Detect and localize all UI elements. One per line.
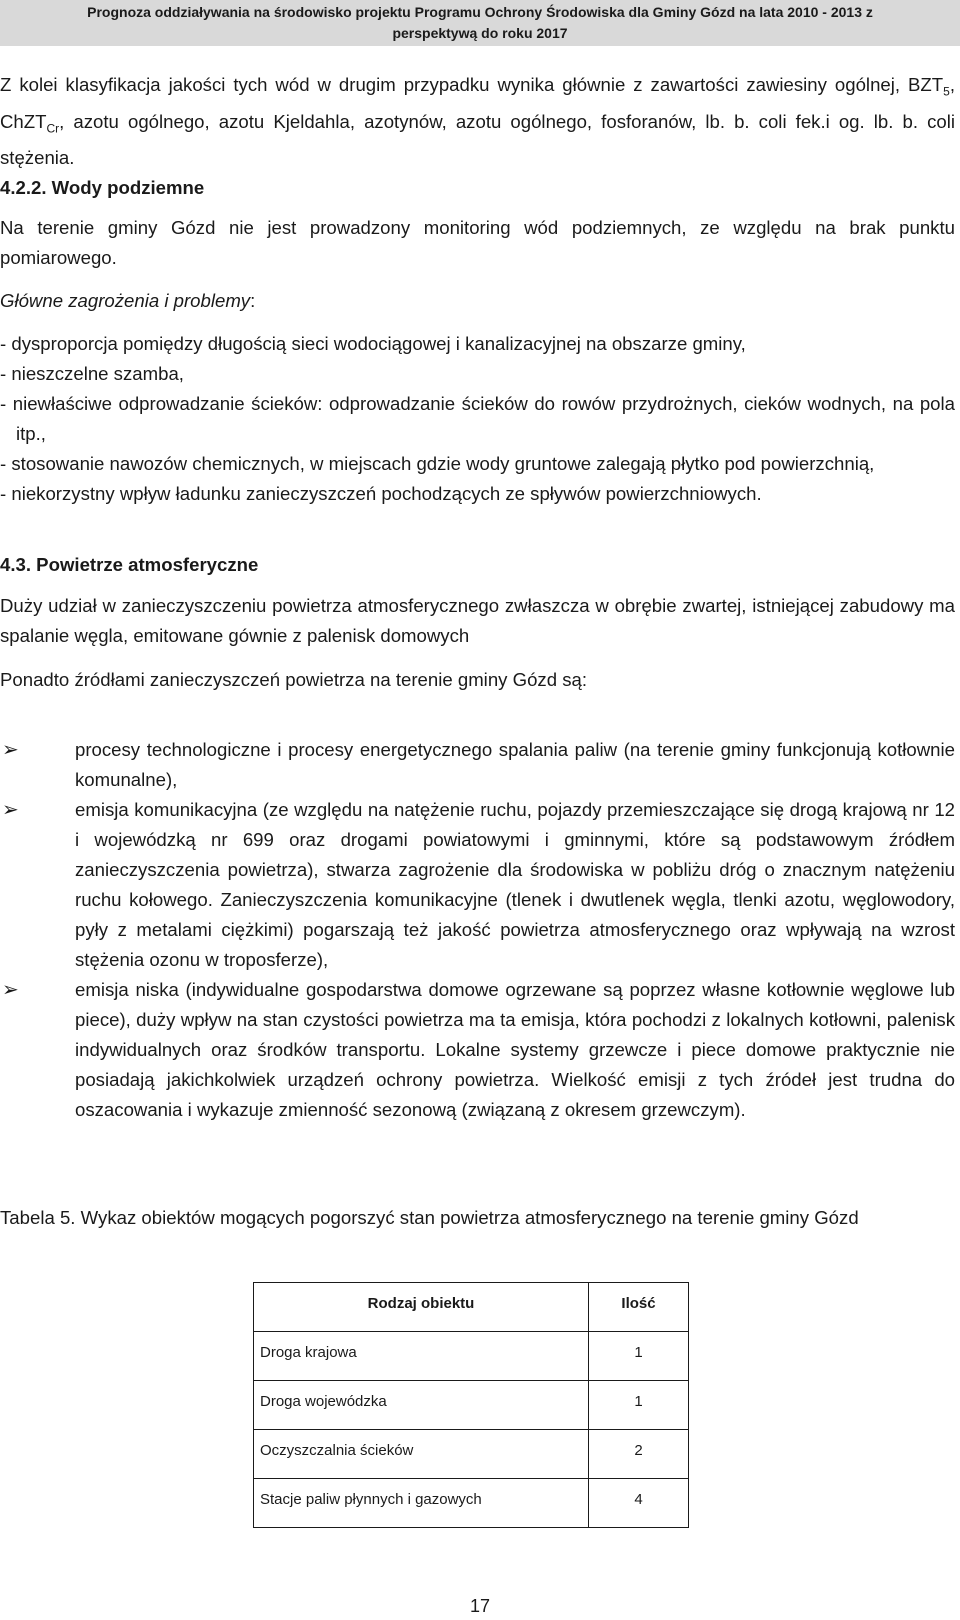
arrow-bullet-icon: ➢ <box>2 979 19 1001</box>
colon: : <box>250 290 256 311</box>
threat-item: - stosowanie nawozów chemicznych, w miejscach gdzie wody gruntowe zalegają płytko pod powierzchnią, <box>0 453 875 474</box>
text-span: , ChZT <box>0 74 955 132</box>
table-row <box>254 1479 689 1528</box>
source-item <box>0 795 955 975</box>
sources-list <box>0 735 955 1125</box>
threats-list <box>0 329 955 509</box>
text-span: , azotu ogólnego, azotu Kjeldahla, azotynów, azotu ogólnego, fosforanów, lb. b. coli fek.i og. lb. b. coli stężenia. <box>0 110 955 169</box>
column-header-count: Ilość <box>589 1283 689 1332</box>
cell-count: 1 <box>589 1332 689 1381</box>
threat-item: - nieszczelne szamba, <box>0 363 184 384</box>
cell-count: 4 <box>589 1479 689 1528</box>
paragraph-groundwater: Na terenie gminy Gózd nie jest prowadzony monitoring wód podziemnych, ze względu na brak punktu pomiarowego. <box>0 217 955 268</box>
source-item <box>0 735 955 795</box>
text-span: Z kolei klasyfikacja jakości tych wód w drugim przypadku wynika głównie z zawartości zawiesiny ogólnej, BZT <box>0 74 944 95</box>
subscript: 5 <box>943 84 950 99</box>
page-number: 17 <box>469 1596 491 1616</box>
paragraph-water-quality <box>0 70 955 173</box>
arrow-bullet-icon: ➢ <box>2 739 19 761</box>
arrow-bullet-icon: ➢ <box>2 799 19 821</box>
threats-title: Główne zagrożenia i problemy <box>0 290 251 311</box>
threat-item: - niekorzystny wpływ ładunku zanieczyszczeń pochodzących ze spływów powierzchniowych. <box>0 483 762 504</box>
heading-air: 4.3. Powietrze atmosferyczne <box>0 554 259 575</box>
paragraph-air: Duży udział w zanieczyszczeniu powietrza atmosferycznego zwłaszcza w obrębie zwartej, istniejącej zabudowy ma spalanie węgla, emitowane gównie z palenisk domowych <box>0 595 955 646</box>
cell-type: Droga wojewódzka <box>254 1381 589 1430</box>
source-text: emisja komunikacyjna (ze względu na natężenie ruchu, pojazdy przemieszczające się drogą krajową nr 12 i wojewódzką nr 699 oraz drogami powiatowymi i gminnymi, które są podstawowym źródłem zanieczyszczenia powietrza), stwarza zagrożenie dla środowiska w pobliżu dróg o znacznym natężeniu ruchu kołowego. Zanieczyszczenia komunikacyjne (tlenek i dwutlenek węgla, tlenki azotu, węglowodory, pyły z metalami ciężkimi) pogarszają też jakość powietrza atmosferycznego oraz wpływają na wzrost stężenia ozonu w troposferze), <box>75 799 955 970</box>
table-row <box>254 1381 689 1430</box>
column-header-type: Rodzaj obiektu <box>254 1283 589 1332</box>
page-header <box>0 0 960 46</box>
cell-type: Stacje paliw płynnych i gazowych <box>254 1479 589 1528</box>
cell-count: 1 <box>589 1381 689 1430</box>
subscript: Cr <box>46 121 60 136</box>
cell-count: 2 <box>589 1430 689 1479</box>
header-line-1: Prognoza oddziaływania na środowisko projektu Programu Ochrony Środowiska dla Gminy Gózd na lata 2010 - 2013 z <box>87 4 873 20</box>
table-header-row <box>254 1283 689 1332</box>
header-line-2: perspektywą do roku 2017 <box>392 25 568 41</box>
cell-type: Droga krajowa <box>254 1332 589 1381</box>
source-text: procesy technologiczne i procesy energetycznego spalania paliw (na terenie gminy funkcjonują kotłownie komunalne), <box>75 739 955 790</box>
threats-heading <box>0 286 255 316</box>
source-text: emisja niska (indywidualne gospodarstwa domowe ogrzewane są poprzez własne kotłownie węglowe lub piece), duży wpływ na stan czystości powietrza ma ta emisja, która pochodzi z lokalnych kotłowni, palenisk indywidualnych oraz środków transportu. Lokalne systemy grzewcze i piece domowe praktycznie nie posiadają jakichkolwiek urządzeń ochrony powietrza. Wielkość emisji z tych źródeł jest trudna do oszacowania i wykazuje zmienność sezonową (związaną z okresem grzewczym). <box>75 979 955 1120</box>
objects-table <box>253 1282 689 1528</box>
table-row <box>254 1430 689 1479</box>
cell-type: Oczyszczalnia ścieków <box>254 1430 589 1479</box>
table-caption: Tabela 5. Wykaz obiektów mogących pogorszyć stan powietrza atmosferycznego na terenie gminy Gózd <box>0 1207 859 1228</box>
threat-item: - dysproporcja pomiędzy długością sieci wodociągowej i kanalizacyjnej na obszarze gminy, <box>0 333 746 354</box>
paragraph-sources-intro: Ponadto źródłami zanieczyszczeń powietrza na terenie gminy Gózd są: <box>0 669 588 690</box>
heading-groundwater: 4.2.2. Wody podziemne <box>0 177 205 198</box>
source-item <box>0 975 955 1125</box>
table-row <box>254 1332 689 1381</box>
threat-item: - niewłaściwe odprowadzanie ścieków: odprowadzanie ścieków do rowów przydrożnych, cieków wodnych, na pola itp., <box>0 393 955 444</box>
